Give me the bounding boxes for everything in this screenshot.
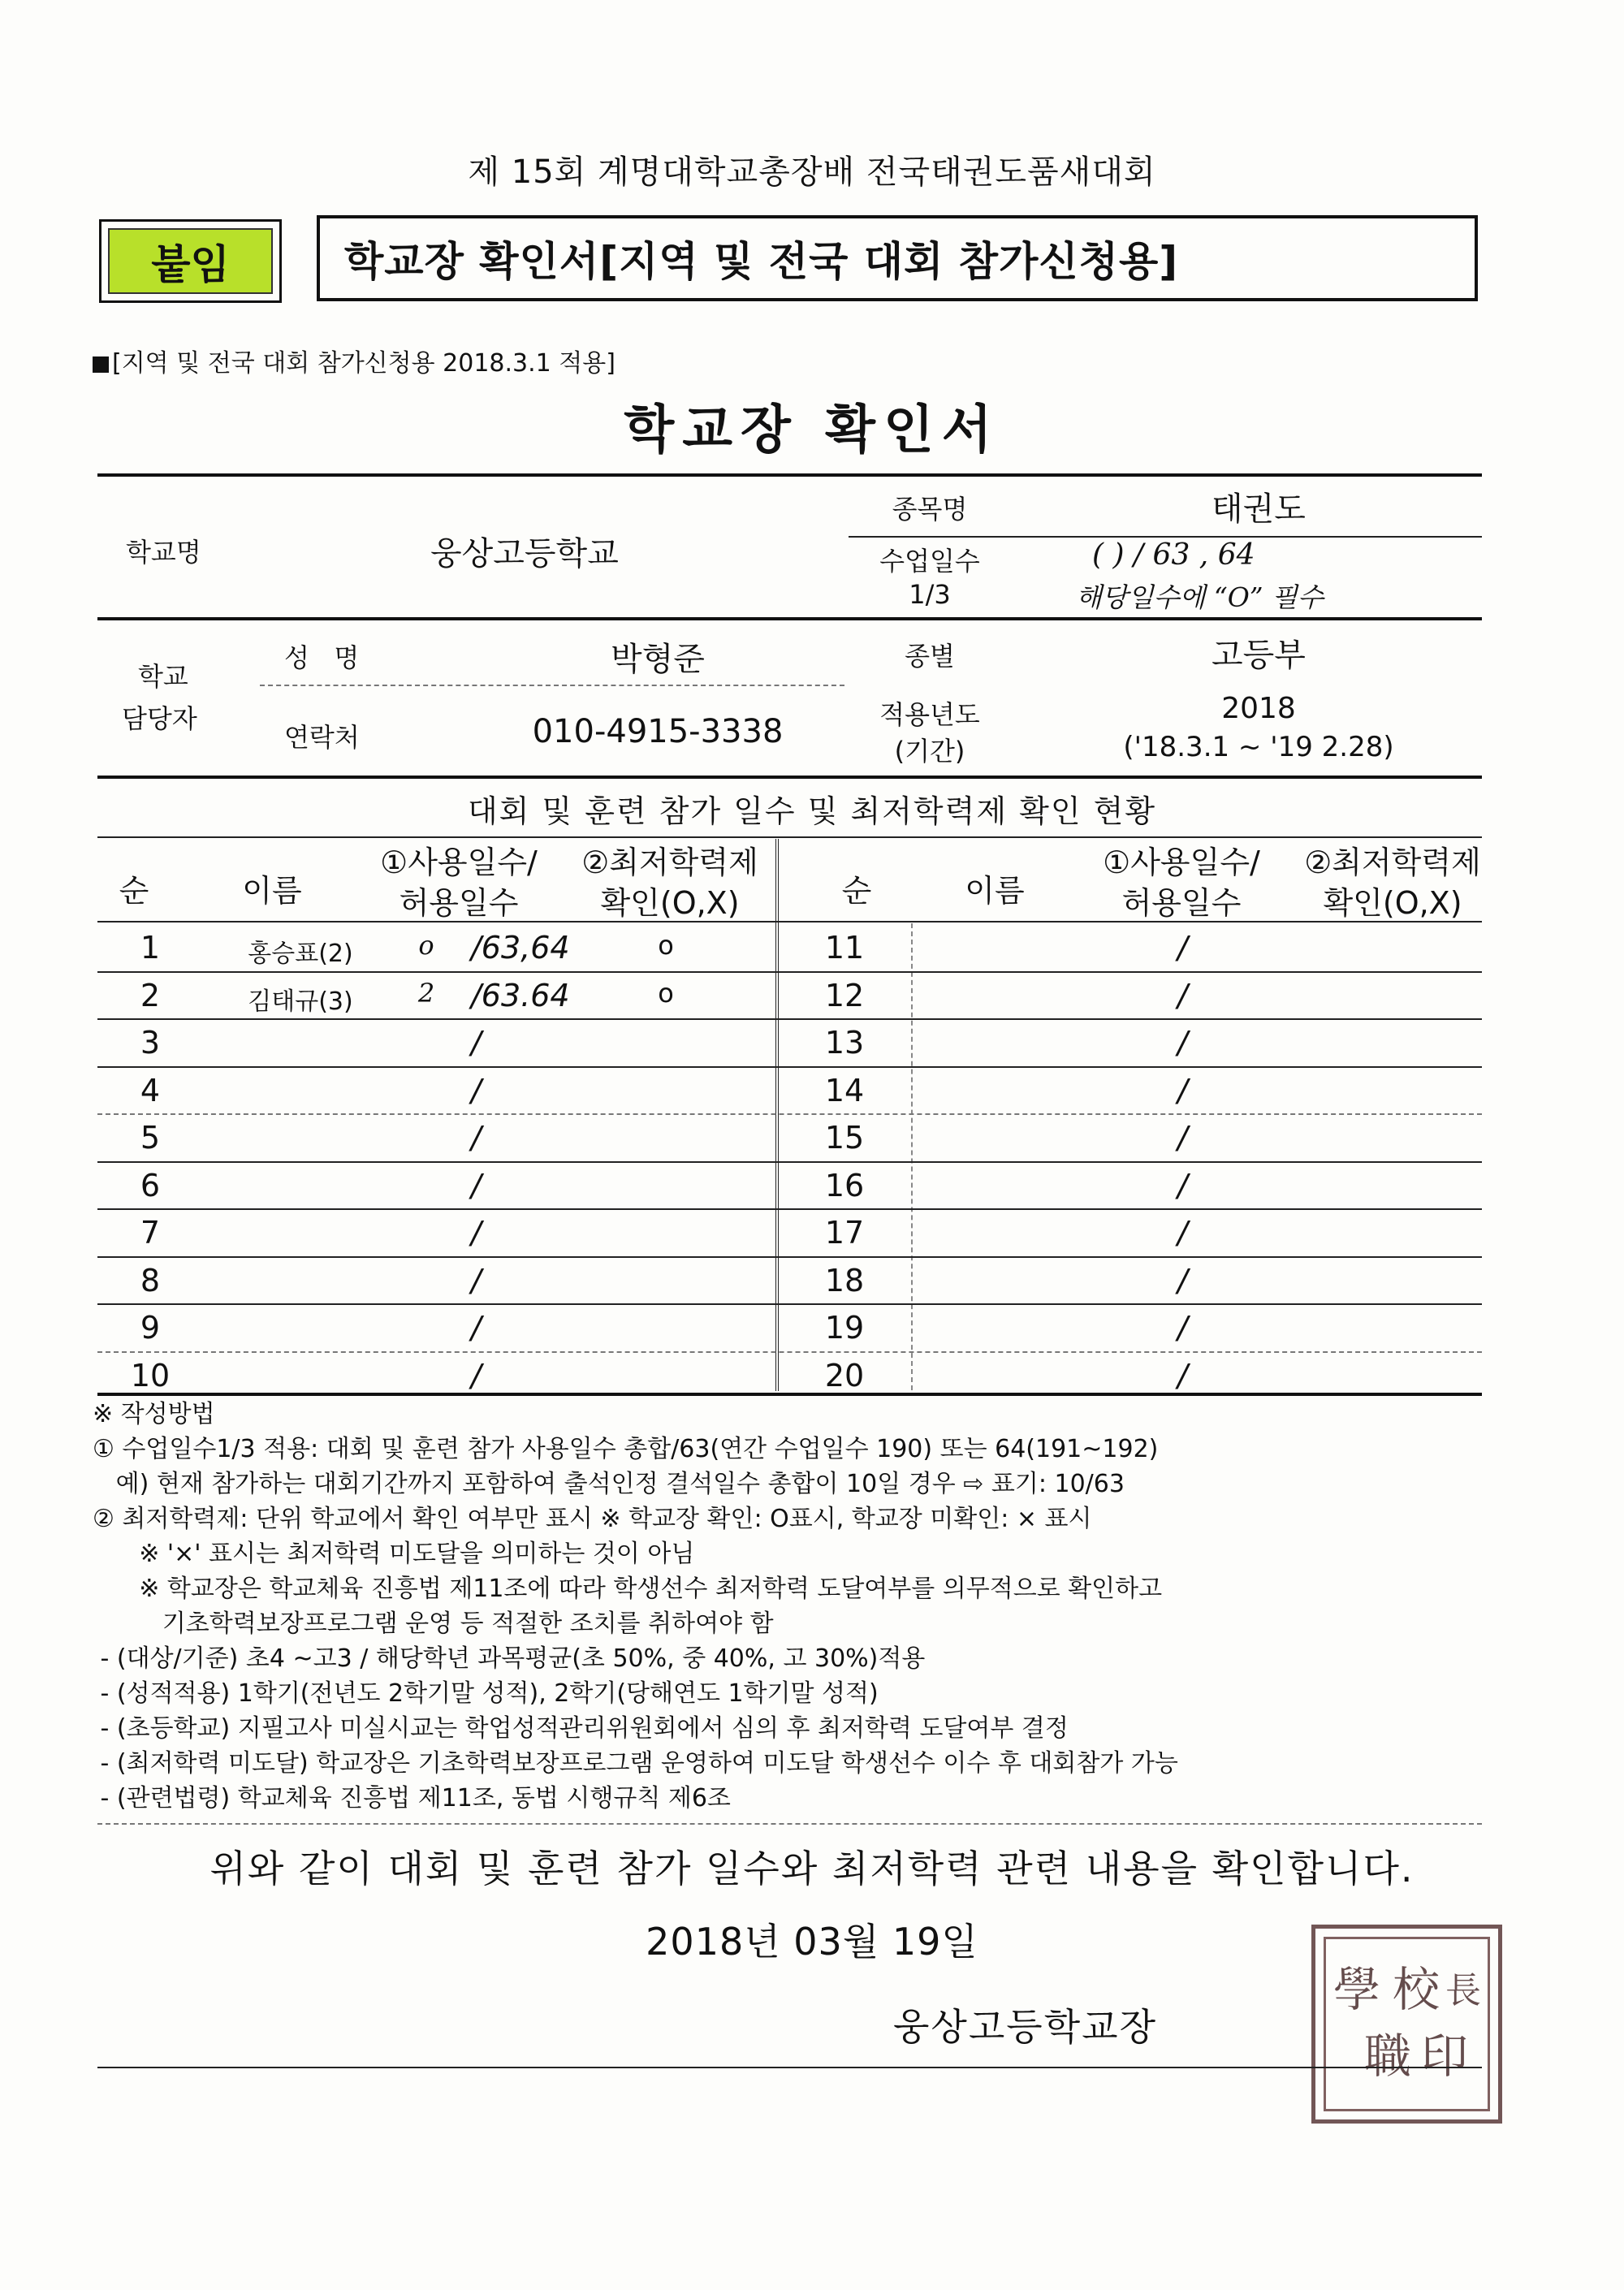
table-row-no: 11	[824, 930, 865, 966]
category: 고등부	[1212, 637, 1306, 674]
table-row-allowed-days: /63,64	[471, 930, 570, 966]
document-title: 학교장 확인서[지역 및 전국 대회 참가신청용]	[344, 238, 1179, 285]
square-bullet-icon	[93, 356, 109, 373]
table-row-allowed-days: /	[471, 1310, 482, 1346]
table-row-no: 10	[130, 1357, 171, 1393]
applicable-period: ('18.3.1 ~ '19 2.28)	[1123, 731, 1394, 763]
confirmation-date: 2018년 03월 19일	[646, 1920, 978, 1964]
contact-divider	[260, 685, 844, 686]
table-row-min-check: o	[658, 930, 674, 961]
applicable-year: 2018	[1221, 692, 1296, 725]
table-row-used-days: 2	[417, 977, 435, 1009]
table-row-allowed-days: /	[1177, 1357, 1188, 1393]
school-name: 웅상고등학교	[430, 535, 619, 572]
table-row-min-check: o	[658, 977, 674, 1009]
person-name: 박형준	[611, 641, 705, 678]
left-header-min-1: ②최저학력제	[581, 845, 758, 880]
person-name-label: 성 명	[284, 642, 360, 673]
table-row-name: 김태규(3)	[248, 987, 353, 1016]
table-center-divider	[775, 839, 779, 1391]
table-row-no: 12	[824, 977, 865, 1013]
year-label-sub: (기간)	[894, 736, 965, 767]
table-row-allowed-days: /	[1177, 977, 1188, 1013]
phone-number: 010-4915-3338	[532, 713, 784, 750]
table-title: 대회 및 훈련 참가 일수 및 최저학력제 확인 현황	[467, 793, 1157, 829]
table-row-no: 15	[824, 1120, 865, 1156]
table-row-no: 7	[140, 1215, 161, 1251]
guide-line: 예) 현재 참가하는 대회기간까지 포함하여 출석인정 결석일수 총합이 10일 경우 ⇨ 표기: 10/63	[93, 1470, 1125, 1498]
attachment-badge-label: 붙임	[108, 228, 273, 294]
left-header-days-1: ①사용일수/	[380, 845, 538, 880]
guide-line: 기초학력보장프로그램 운영 등 적절한 조치를 취하여야 함	[93, 1609, 774, 1638]
table-row-allowed-days: /	[1177, 1167, 1188, 1203]
event-title: 제 15회 계명대학교총장배 전국태권도품새대회	[468, 153, 1156, 191]
table-row-allowed-days: /	[1177, 1262, 1188, 1298]
sport-label: 종목명	[892, 494, 968, 525]
table-row-no: 9	[140, 1310, 161, 1346]
class-days-note: 해당일수에 “O” 필수	[1076, 581, 1324, 613]
table-row-no: 14	[824, 1072, 865, 1108]
sport: 태권도	[1212, 490, 1306, 528]
left-header-min-2: 확인(O,X)	[600, 885, 740, 921]
guide-line: ① 수업일수1/3 적용: 대회 및 훈련 참가 사용일수 총합/63(연간 수업일수 190) 또는 64(191~192)	[93, 1435, 1159, 1463]
school-name-label: 학교명	[126, 537, 201, 568]
guide-line: ※ 작성방법	[93, 1400, 215, 1428]
guide-line: - (대상/기준) 초4 ~고3 / 해당학년 과목평균(초 50%, 중 40%, 고 30%)적용	[93, 1644, 926, 1673]
info-middle-border	[97, 617, 1482, 620]
right-header-name: 이름	[965, 873, 1025, 909]
info-bottom-border	[97, 776, 1482, 779]
table-row-allowed-days: /	[471, 1357, 482, 1393]
table-row-allowed-days: /	[1177, 1025, 1188, 1061]
table-row-used-days: o	[418, 930, 434, 961]
principal-seal: 學 校 長 職 印	[1311, 1925, 1502, 2124]
left-header-name: 이름	[242, 873, 302, 909]
table-row-no: 19	[824, 1310, 865, 1346]
table-row-no: 18	[824, 1262, 865, 1298]
table-row-no: 17	[824, 1215, 865, 1251]
guide-line: - (최저학력 미도달) 학교장은 기초학력보장프로그램 운영하여 미도달 학생선수 이수 후 대회참가 가능	[93, 1749, 1178, 1778]
table-row-no: 3	[140, 1025, 161, 1061]
sub-note-text: [지역 및 전국 대회 참가신청용 2018.3.1 적용]	[112, 349, 615, 378]
table-row-allowed-days: /	[471, 1072, 482, 1108]
contact-group-label-2: 담당자	[122, 703, 197, 734]
table-row-no: 6	[140, 1167, 161, 1203]
attachment-badge	[99, 219, 282, 303]
right-header-days-2: 허용일수	[1121, 885, 1242, 921]
class-days-label: 수업일수	[879, 546, 980, 577]
guide-line: ※ '×' 표시는 최저학력 미도달을 의미하는 것이 아님	[93, 1540, 695, 1568]
table-row-allowed-days: /	[1177, 1215, 1188, 1251]
table-top-border	[97, 836, 1482, 838]
table-bottom-border	[97, 1393, 1482, 1396]
table-row-allowed-days: /	[1177, 930, 1188, 966]
info-top-border	[97, 473, 1482, 477]
footer-bottom-border	[97, 2067, 1482, 2068]
right-header-min-1: ②최저학력제	[1304, 845, 1481, 880]
table-row-name: 홍승표(2)	[248, 940, 353, 968]
notes-bottom-divider	[97, 1823, 1482, 1825]
table-row-allowed-days: /	[1177, 1310, 1188, 1346]
table-row-allowed-days: /	[471, 1215, 482, 1251]
phone-label: 연락처	[284, 722, 360, 753]
table-row-no: 16	[824, 1167, 865, 1203]
guide-line: - (초등학교) 지필고사 미실시교는 학업성적관리위원회에서 심의 후 최저학력 도달여부 결정	[93, 1714, 1069, 1743]
table-row-allowed-days: /	[1177, 1120, 1188, 1156]
table-row-allowed-days: /	[1177, 1072, 1188, 1108]
table-row-no: 8	[140, 1262, 161, 1298]
table-row-no: 4	[140, 1072, 161, 1108]
table-row-allowed-days: /63.64	[471, 977, 570, 1013]
class-days-value: ( ) / 63 , 64	[1092, 538, 1255, 572]
guide-line: ※ 학교장은 학교체육 진흥법 제11조에 따라 학생선수 최저학력 도달여부를 의무적으로 확인하고	[93, 1575, 1163, 1603]
principal-title: 웅상고등학교장	[893, 2005, 1158, 2049]
table-row-no: 5	[140, 1120, 161, 1156]
category-label: 종별	[905, 641, 955, 672]
document-title-box	[317, 215, 1478, 301]
table-row-no: 13	[824, 1025, 865, 1061]
left-header-no: 순	[119, 873, 149, 909]
left-header-days-2: 허용일수	[399, 885, 519, 921]
table-row-allowed-days: /	[471, 1025, 482, 1061]
right-header-min-2: 확인(O,X)	[1323, 885, 1462, 921]
class-days-fraction: 1/3	[909, 579, 951, 610]
contact-group-label-1: 학교	[138, 661, 188, 692]
sport-divider	[849, 536, 1482, 538]
table-row-allowed-days: /	[471, 1167, 482, 1203]
table-row-allowed-days: /	[471, 1262, 482, 1298]
table-row-no: 1	[140, 930, 161, 966]
sub-note	[93, 343, 615, 378]
table-row-no: 2	[140, 977, 161, 1013]
table-row-no: 20	[824, 1357, 865, 1393]
main-title: 학교장 확인서	[624, 400, 1000, 460]
confirmation-statement: 위와 같이 대회 및 훈련 참가 일수와 최저학력 관련 내용을 확인합니다.	[209, 1847, 1415, 1890]
right-header-days-1: ①사용일수/	[1103, 845, 1260, 880]
guide-line: ② 최저학력제: 단위 학교에서 확인 여부만 표시 ※ 학교장 확인: O표시, 학교장 미확인: × 표시	[93, 1505, 1092, 1533]
guide-line: - (관련법령) 학교체육 진흥법 제11조, 동법 시행규칙 제6조	[93, 1784, 731, 1813]
guide-line: - (성적적용) 1학기(전년도 2학기말 성적), 2학기(당해연도 1학기말 성적)	[93, 1679, 879, 1708]
year-label: 적용년도	[879, 699, 980, 730]
table-row-allowed-days: /	[471, 1120, 482, 1156]
right-header-no: 순	[841, 873, 872, 909]
